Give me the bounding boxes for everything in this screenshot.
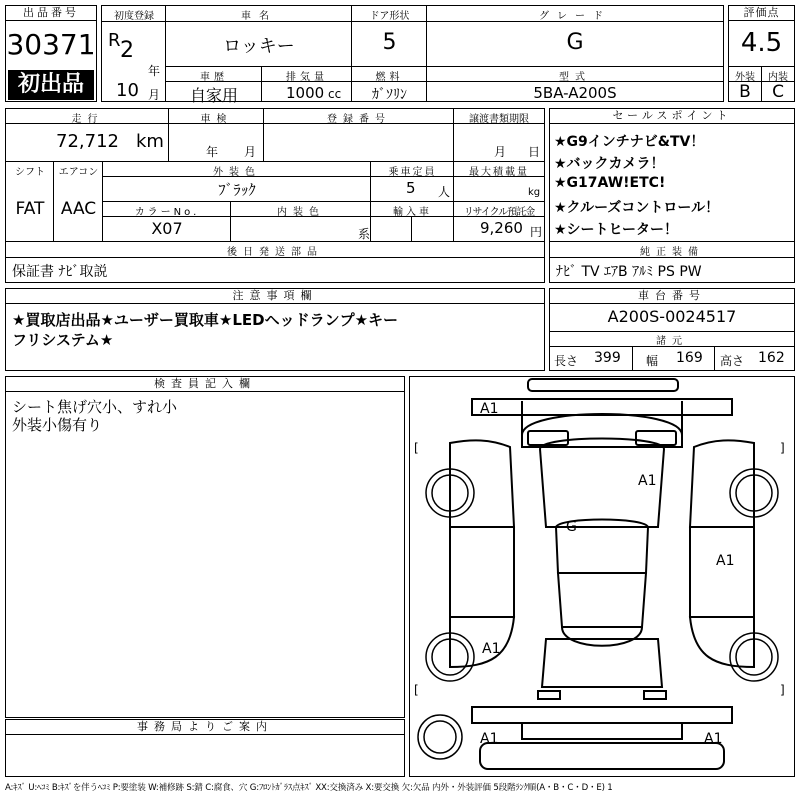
inspector-line-1: シート焦げ穴小、すれ小 bbox=[12, 398, 178, 416]
displacement: 1000 bbox=[286, 84, 325, 102]
tr-day-unit: 日 bbox=[528, 145, 541, 159]
insp-year-unit: 年 bbox=[206, 145, 219, 159]
equipment: ﾅﾋﾞ TV ｴｱB ｱﾙﾐ PS PW bbox=[556, 264, 702, 280]
specs-label: 諸元 bbox=[656, 336, 688, 347]
doors-label: ドア形状 bbox=[369, 11, 410, 22]
first-reg-label: 初度登録 bbox=[114, 11, 154, 22]
reg-number-label: 登録番号 bbox=[327, 114, 391, 125]
equipment-label: 純正装備 bbox=[640, 247, 704, 258]
sales-point-5: ★シートヒーター！ bbox=[554, 222, 678, 238]
color-no-label: カラーNo. bbox=[134, 207, 200, 218]
legend: A:ｷｽﾞ U:ﾍｺﾐ B:ｷｽﾞを伴うﾍｺﾐ P:要塗装 W:補修跡 S:錆 C:腐食、穴 G:ﾌﾛﾝﾄｶﾞﾗｽ点ｷｽﾞ XX:交換済み X:要交換 欠:欠品 内外・外装評価 5段階ﾗﾝｸ順(A・B・C・D・E) 1 bbox=[5, 783, 613, 793]
model: 5BA-A200S bbox=[533, 84, 617, 102]
notes-line-2: フリシステム★ bbox=[12, 331, 114, 349]
length-label: 長さ bbox=[554, 354, 579, 368]
sales-point-3: ★G17AW!ETC! bbox=[554, 175, 666, 191]
recycle-unit: 円 bbox=[530, 225, 543, 239]
inspector-box bbox=[5, 376, 405, 718]
color-no: X07 bbox=[151, 219, 183, 238]
ac-label: エアコン bbox=[58, 167, 99, 178]
capacity: 5 bbox=[406, 179, 416, 197]
inspection-label: 車検 bbox=[200, 114, 233, 125]
month-unit: 月 bbox=[148, 88, 161, 102]
notes-label: 注意事項欄 bbox=[6, 289, 544, 304]
model-label: 型式 bbox=[559, 72, 591, 83]
chassis-box bbox=[549, 288, 795, 371]
top-info-box bbox=[101, 5, 724, 105]
shift: FAT bbox=[15, 199, 45, 219]
mileage: 72,712 bbox=[56, 131, 119, 152]
damage-mark-2: A1 bbox=[638, 473, 657, 489]
sales-point-2: ★バックカメラ！ bbox=[554, 156, 665, 172]
notes-line-1: ★買取店出品★ユーザー買取車★LEDヘッドランプ★キー bbox=[12, 311, 399, 329]
lot-label: 出品番号 bbox=[6, 6, 96, 21]
height: 162 bbox=[758, 350, 785, 366]
bracket-left-2: [ bbox=[414, 683, 419, 697]
bracket-left-1: [ bbox=[414, 441, 419, 455]
ext-color: ﾌﾞﾗｯｸ bbox=[218, 181, 256, 199]
import-label: 輸入車 bbox=[393, 207, 432, 218]
fuel: ｶﾞｿﾘﾝ bbox=[372, 87, 407, 103]
car-name: ロッキー bbox=[223, 36, 295, 57]
car-name-label: 車名 bbox=[241, 11, 277, 22]
later-parts: 保証書 ﾅﾋﾞ取説 bbox=[12, 264, 108, 280]
interior-label: 内装 bbox=[768, 72, 788, 83]
damage-mark-1: A1 bbox=[480, 401, 499, 417]
damage-mark-7: A1 bbox=[704, 731, 723, 747]
recycle-label: リサイクル預託金 bbox=[463, 207, 535, 218]
year-unit: 年 bbox=[148, 64, 161, 78]
grade-label: グレード bbox=[539, 11, 611, 22]
lot-box bbox=[5, 5, 97, 102]
doors: 5 bbox=[382, 30, 397, 55]
damage-mark-3: G bbox=[566, 519, 577, 535]
max-load-unit: kg bbox=[528, 187, 541, 198]
office-label: 事務局よりご案内 bbox=[6, 720, 404, 735]
history: 自家用 bbox=[189, 86, 238, 105]
exterior-grade: B bbox=[739, 82, 751, 102]
reg-month: 10 bbox=[116, 80, 139, 101]
sales-label: セールスポイント bbox=[550, 109, 794, 124]
vehicle-detail-box bbox=[5, 108, 545, 283]
bracket-right-1: ] bbox=[780, 441, 785, 455]
history-label: 車歴 bbox=[200, 72, 228, 83]
mileage-unit: km bbox=[136, 131, 164, 152]
int-color-label: 内装色 bbox=[277, 207, 325, 218]
mileage-label: 走行 bbox=[71, 114, 104, 125]
reg-year: 2 bbox=[120, 38, 134, 63]
width-label: 幅 bbox=[646, 354, 659, 368]
displacement-unit: cc bbox=[328, 87, 342, 101]
recycle: 9,260 bbox=[480, 219, 523, 237]
bracket-right-2: ] bbox=[780, 683, 785, 697]
shift-label: シフト bbox=[15, 167, 45, 178]
office-box bbox=[5, 719, 405, 777]
displacement-label: 排気量 bbox=[286, 72, 328, 83]
interior-grade: C bbox=[772, 82, 784, 102]
score-label: 評価点 bbox=[729, 6, 794, 21]
length: 399 bbox=[594, 350, 621, 366]
damage-mark-4: A1 bbox=[716, 553, 735, 569]
transfer-label: 譲渡書類期限 bbox=[469, 114, 529, 125]
exterior-label: 外装 bbox=[735, 72, 755, 83]
first-listing-badge: 初出品 bbox=[8, 70, 94, 100]
score: 4.5 bbox=[740, 28, 783, 58]
sales-box bbox=[549, 108, 795, 283]
inspector-line-2: 外装小傷有り bbox=[12, 416, 103, 434]
later-parts-label: 後日発送部品 bbox=[227, 247, 323, 258]
chassis-number: A200S-0024517 bbox=[607, 307, 737, 326]
damage-mark-5: A1 bbox=[482, 641, 501, 657]
ext-color-label: 外装色 bbox=[213, 167, 261, 178]
capacity-unit: 人 bbox=[438, 185, 451, 199]
int-color-unit: 系 bbox=[358, 227, 371, 241]
chassis-label: 車台番号 bbox=[550, 289, 794, 304]
sales-point-4: ★クルーズコントロール！ bbox=[554, 200, 720, 216]
capacity-label: 乗車定員 bbox=[388, 167, 437, 178]
fuel-label: 燃料 bbox=[375, 72, 404, 83]
sales-point-1: ★G9インチナビ&TV！ bbox=[554, 134, 705, 150]
ac: AAC bbox=[60, 199, 97, 219]
height-label: 高さ bbox=[720, 354, 745, 368]
score-box bbox=[728, 5, 795, 102]
max-load-label: 最大積載量 bbox=[469, 167, 529, 178]
width: 169 bbox=[676, 350, 703, 366]
era: R bbox=[108, 30, 121, 51]
notes-box bbox=[5, 288, 545, 371]
damage-mark-6: A1 bbox=[480, 731, 499, 747]
tr-month-unit: 月 bbox=[494, 145, 507, 159]
grade: G bbox=[566, 30, 584, 55]
car-outline bbox=[410, 377, 794, 776]
inspector-label: 検査員記入欄 bbox=[6, 377, 404, 392]
damage-diagram bbox=[409, 376, 795, 777]
insp-month-unit: 月 bbox=[244, 145, 257, 159]
lot-number: 30371 bbox=[6, 28, 96, 61]
